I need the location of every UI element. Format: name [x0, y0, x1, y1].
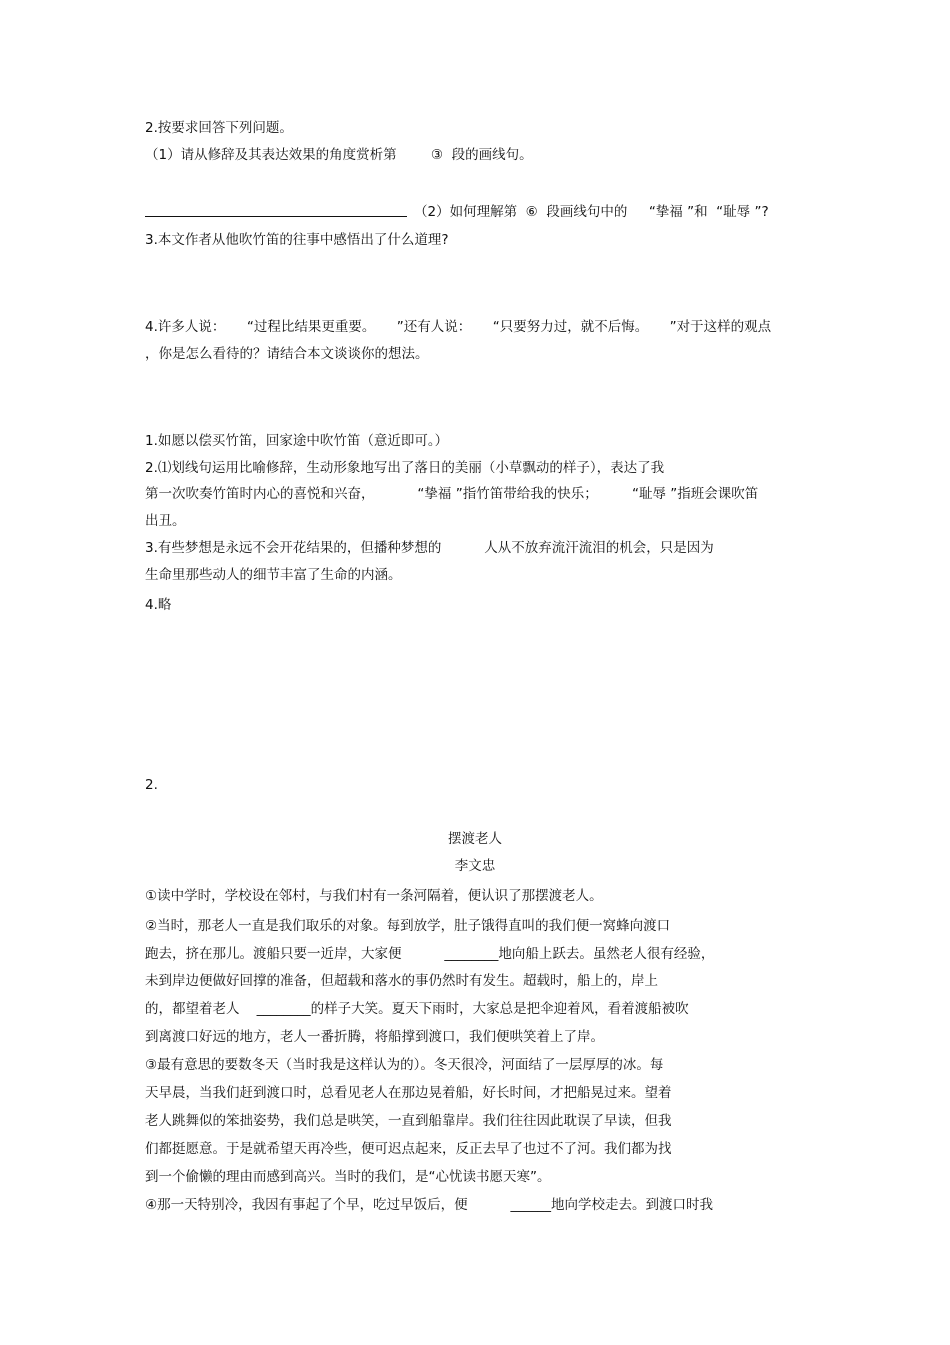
- paragraph-line: ④那一天特别冷，我因有事起了个早，吃过早饭后，便 ______地向学校走去。到渡口时我: [145, 1197, 714, 1213]
- paragraph-line: 们都挺愿意。于是就希望天再冷些，便可迟点起来，反正去早了也过不了河。我们都为找: [145, 1141, 672, 1157]
- question-2-2: （2）如何理解第 ⑥ 段画线句中的 “挚福 ”和 “耻辱 ”?: [414, 204, 769, 220]
- question-4-line-2: ，你是怎么看待的？请结合本文谈谈你的想法。: [145, 346, 429, 362]
- answer-3-line-1: 3.有些梦想是永远不会开花结果的，但播种梦想的 人从不放弃流汗流泪的机会，只是因为: [145, 540, 714, 556]
- answer-2-line-2: 第一次吹奏竹笛时内心的喜悦和兴奋， “挚福 ”指竹笛带给我的快乐； “耻辱 ”指班会课吹笛: [145, 486, 759, 502]
- paragraph-line: 老人跳舞似的笨拙姿势，我们总是哄笑，一直到船靠岸。我们往往因此耽误了早读，但我: [145, 1113, 672, 1129]
- answer-3-line-2: 生命里那些动人的细节丰富了生命的内涵。: [145, 567, 402, 583]
- answer-1: 1.如愿以偿买竹笛，回家途中吹竹笛（意近即可。）: [145, 433, 449, 449]
- paragraph-line: 跑去，挤在那儿。渡船只要一近岸，大家便 ________地向船上跃去。虽然老人很有经验，: [145, 946, 715, 962]
- paragraph-line: ①读中学时，学校设在邻村，与我们村有一条河隔着，便认识了那摆渡老人。: [145, 888, 603, 904]
- answer-2-line-3: 出丑。: [145, 513, 186, 529]
- section-2-number: 2.: [145, 777, 158, 793]
- question-4-line-1: 4.许多人说： “过程比结果更重要。 ”还有人说： “只要努力过，就不后悔。 ”对于这样的观点: [145, 319, 772, 335]
- paragraph-line: 到一个偷懒的理由而感到高兴。当时的我们，是“心忧读书愿天寒”。: [145, 1169, 551, 1185]
- paragraph-line: ②当时，那老人一直是我们取乐的对象。每到放学，肚子饿得直叫的我们便一窝蜂向渡口: [145, 918, 671, 934]
- paragraph-line: 的，都望着老人 ________的样子大笑。夏天下雨时，大家总是把伞迎着风，看着渡船被吹: [145, 1001, 689, 1017]
- answer-2-line-1: 2.⑴划线句运用比喻修辞，生动形象地写出了落日的美丽（小草飘动的样子），表达了我: [145, 460, 665, 476]
- answer-blank-line: [145, 216, 407, 217]
- question-2-header: 2.按要求回答下列问题。: [145, 120, 293, 136]
- article-title: 摆渡老人: [448, 831, 502, 847]
- answer-4: 4.略: [145, 597, 172, 613]
- paragraph-line: 到离渡口好远的地方，老人一番折腾，将船撑到渡口，我们便哄笑着上了岸。: [145, 1029, 604, 1045]
- paragraph-line: ③最有意思的要数冬天（当时我是这样认为的）。冬天很冷，河面结了一层厚厚的冰。每: [145, 1057, 664, 1073]
- question-2-1: （1）请从修辞及其表达效果的角度赏析第 ③ 段的画线句。: [145, 147, 533, 163]
- article-author: 李文忠: [454, 858, 496, 874]
- question-3: 3.本文作者从他吹竹笛的往事中感悟出了什么道理?: [145, 232, 449, 248]
- paragraph-line: 未到岸边便做好回撑的准备，但超载和落水的事仍然时有发生。超载时，船上的，岸上: [145, 973, 658, 989]
- paragraph-line: 天早晨，当我们赶到渡口时，总看见老人在那边晃着船，好长时间，才把船晃过来。望着: [145, 1085, 672, 1101]
